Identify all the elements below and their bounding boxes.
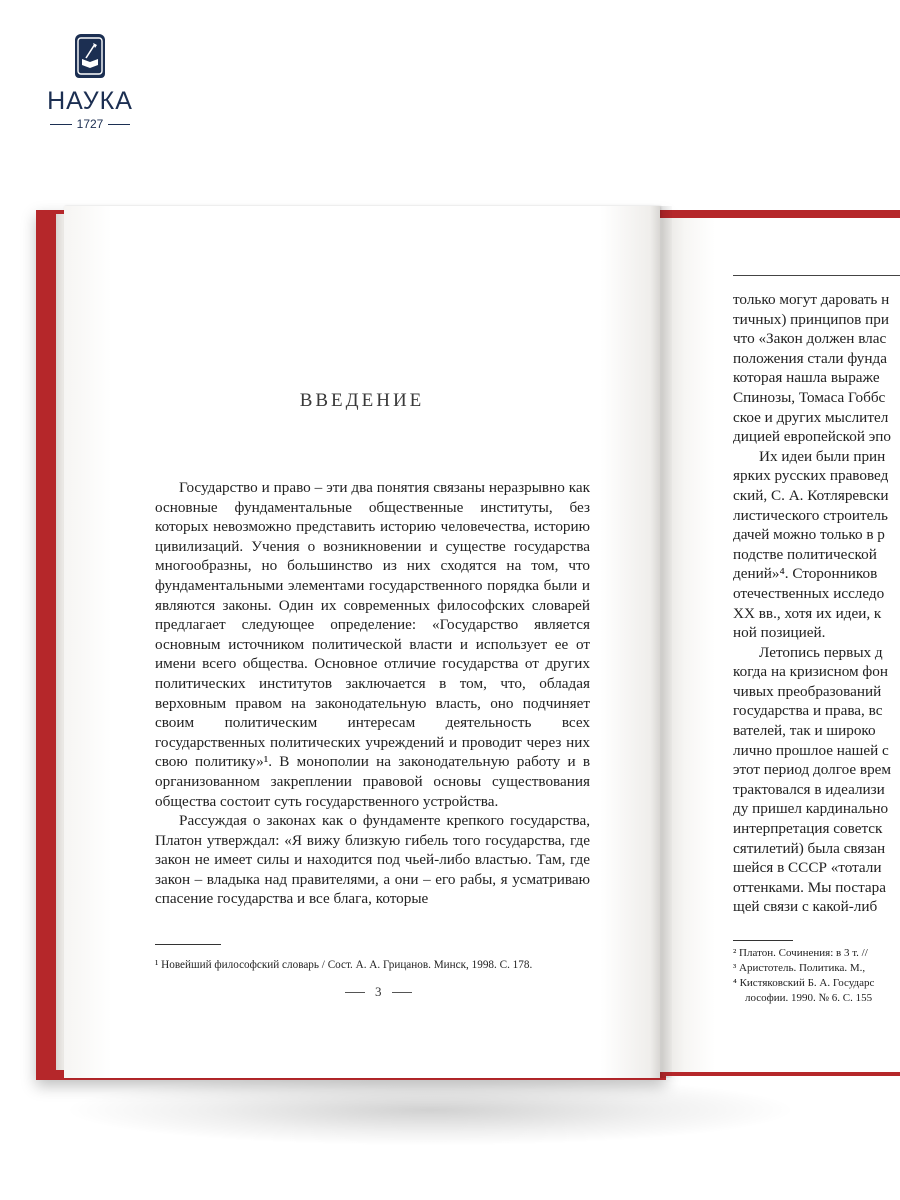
text-line: что «Закон должен влас bbox=[733, 330, 887, 348]
text-line: ское и других мыслител bbox=[733, 408, 889, 426]
publisher-name: НАУКА bbox=[47, 87, 133, 115]
paragraph: Рассуждая о законах как о фундаменте крепкого государства, Платон утверждал: «Я вижу близкую гибель того государства, где закон не имеет силы и находится под чьей-либо властью. Там, где закон – владыка над правителями, а они – его рабы, я усматриваю спасение государства и все блага, которые bbox=[155, 812, 590, 908]
paragraph: Государство и право – эти два понятия связаны неразрывно как основные фундаментальные общественные институты, без которых невозможно представить историю человечества, историю цивилизаций. Учения о возникновении и существе государства многообразны, но большинство из них сходятся на том, что фундаментальными элементами государственного порядка были и являются законы. Один их современных философских словарей предлагает следующее определение: «Государство является основным источником политической власти и использует ее от имени всего общества. Основное отличие государства от других политических институтов заключается в том, что, обладая верховным правом на законодательную власть, оно подчиняет своим политическим интересам деятельность всех государственных политических учреждений и проводит через них свою политику»¹. В монополии на законодательную работу и в организованном закреплении правовой основы существования общества состоит суть государственного устройства. bbox=[155, 479, 590, 810]
text-line: оттенками. Мы постара bbox=[733, 878, 887, 896]
text-line: дицией европейской эпо bbox=[733, 428, 891, 446]
text-line: ду пришел кардинально bbox=[733, 800, 889, 818]
footnote: ⁴ Кистяковский Б. А. Государс bbox=[733, 977, 875, 989]
footnote: ¹ Новейший философский словарь / Сост. А. А. Грицанов. Минск, 1998. С. 178. bbox=[155, 959, 533, 971]
text-line: лично прошлое нашей с bbox=[733, 741, 889, 759]
text-line: трактовался в идеализи bbox=[733, 780, 885, 798]
text-line: Летопись первых д bbox=[759, 643, 883, 661]
left-page-body bbox=[155, 478, 590, 909]
footnote-rule bbox=[733, 940, 793, 941]
publisher-year: 1727 bbox=[76, 117, 104, 131]
publisher-logo bbox=[40, 34, 140, 131]
text-line: ярких русских правовед bbox=[733, 467, 889, 485]
text-line: дачей можно только в р bbox=[733, 526, 885, 544]
text-line: ной позицией. bbox=[733, 624, 826, 642]
text-line: ский, С. А. Котляревски bbox=[733, 486, 889, 504]
text-line: положения стали фунда bbox=[733, 349, 887, 367]
chapter-title: ВВЕДЕНИЕ bbox=[299, 390, 425, 411]
text-line: государства и права, вс bbox=[733, 702, 883, 720]
text-line: шейся в СССР «тотали bbox=[733, 859, 882, 877]
text-line: Их идеи были прин bbox=[759, 447, 886, 465]
footnote-rule bbox=[155, 944, 221, 945]
text-line: щей связи с какой-либ bbox=[733, 898, 878, 916]
page-number bbox=[335, 984, 422, 1000]
page-number-dash bbox=[392, 992, 412, 993]
footnote: лософии. 1990. № 6. С. 155 bbox=[745, 992, 873, 1004]
text-line: отечественных исследо bbox=[733, 584, 885, 602]
book-shadow bbox=[70, 1075, 790, 1145]
text-line: которая нашла выраже bbox=[733, 369, 880, 387]
right-page-footnotes bbox=[733, 946, 900, 1006]
text-line: чивых преобразований bbox=[733, 682, 882, 700]
text-line: интерпретация советск bbox=[733, 820, 883, 838]
text-line: вателей, так и широко bbox=[733, 722, 876, 740]
page-number-dash bbox=[345, 992, 365, 993]
divider bbox=[50, 124, 72, 125]
text-line: XX вв., хотя их идеи, к bbox=[733, 604, 882, 622]
text-line: когда на кризисном фон bbox=[733, 663, 888, 681]
right-page-body bbox=[733, 290, 900, 917]
text-line: дений»⁴. Сторонников bbox=[733, 565, 878, 583]
divider bbox=[108, 124, 130, 125]
header-rule bbox=[733, 275, 900, 276]
text-line: сятилетий) была связан bbox=[733, 839, 886, 857]
book-gutter bbox=[650, 206, 672, 1078]
text-line: этот период долгое врем bbox=[733, 761, 892, 779]
footnote: ³ Аристотель. Политика. М., bbox=[733, 962, 866, 974]
text-line: листического строитель bbox=[733, 506, 888, 524]
text-line: Спинозы, Томаса Гоббс bbox=[733, 388, 886, 406]
page-number-value: 3 bbox=[375, 984, 382, 999]
book-pen-icon bbox=[75, 34, 105, 78]
text-line: подстве политической bbox=[733, 545, 877, 563]
footnote: ² Платон. Сочинения: в 3 т. // bbox=[733, 947, 868, 959]
text-line: тичных) принципов при bbox=[733, 310, 889, 328]
text-line: только могут даровать н bbox=[733, 291, 890, 308]
